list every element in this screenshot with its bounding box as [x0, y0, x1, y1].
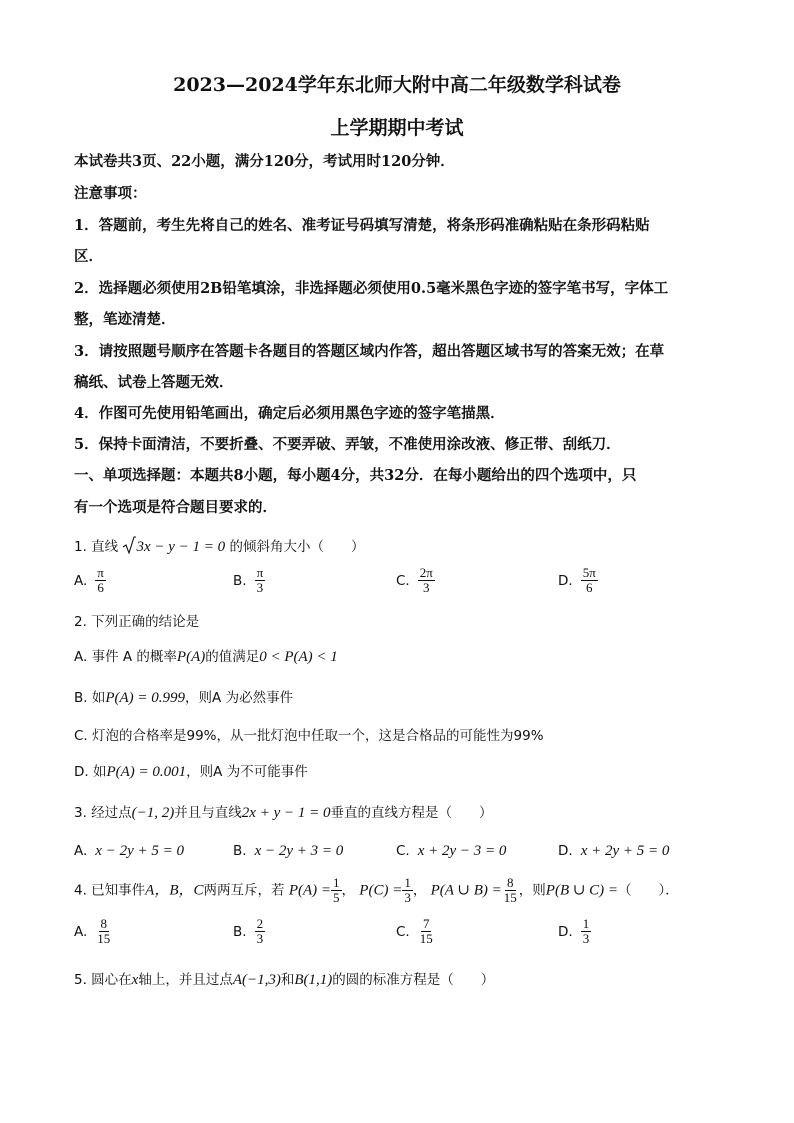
notice-line: 2．选择题必须使用2B铅笔填涂，非选择题必须使用0.5毫米黑色字迹的签字笔书写，字体工 — [74, 280, 669, 297]
notice-line: 区． — [74, 248, 103, 265]
q4-option-b[interactable]: B. $\frac{2}{3}$ — [233, 916, 264, 946]
q4-option-d[interactable]: D. $\frac{1}{3}$ — [558, 916, 590, 946]
fraction: $\frac{2}{3}$ — [256, 916, 264, 946]
question-5-stem: 5. 圆心在x轴上，并且过点A(−1,3)和B(1,1)的圆的标准方程是（ ） — [74, 972, 495, 988]
q3-option-c[interactable]: C. x + 2y − 3 = 0 — [396, 843, 507, 859]
q3-option-a[interactable]: A. x − 2y + 5 = 0 — [74, 843, 184, 859]
exam-subtitle: 上学期期中考试 — [330, 117, 464, 139]
q2-option-b[interactable]: B. 如P(A) = 0.999，则A 为必然事件 — [74, 690, 294, 706]
section-heading: 有一个选项是符合题目要求的． — [74, 499, 277, 516]
question-2-stem: 2. 下列正确的结论是 — [74, 614, 200, 630]
notice-line: 稿纸、试卷上答题无效． — [74, 374, 234, 391]
section-heading: 一、单项选择题：本题共8小题，每小题4分，共32分．在每小题给出的四个选项中，只 — [74, 467, 637, 484]
q2-option-a[interactable]: A. 事件 A 的概率P(A)的值满足0 < P(A) < 1 — [74, 649, 338, 665]
notice-line: 5．保持卡面清洁，不要折叠、不要弄破、弄皱，不准使用涂改液、修正带、刮纸刀． — [74, 436, 621, 453]
q3-option-b[interactable]: B. x − 2y + 3 = 0 — [233, 843, 344, 859]
q2-option-c[interactable]: C. 灯泡的合格率是99%，从一批灯泡中任取一个，这是合格品的可能性为99% — [74, 728, 544, 744]
q1-prefix: 1. 直线 — [74, 539, 119, 555]
q1-option-b[interactable]: B. $\frac{\pi}{3}$ — [233, 565, 264, 595]
fraction: $\frac{\pi}{6}$ — [97, 565, 104, 595]
question-1-stem — [74, 535, 364, 558]
fraction: $\frac{7}{15}$ — [419, 916, 433, 946]
q2-option-d[interactable]: D. 如P(A) = 0.001，则A 为不可能事件 — [74, 764, 308, 780]
question-4-stem: 4. 已知事件A，B，C两两互斥，若 P(A) = $\frac{1}{5}$ ， P(C) = $\frac{1}{3}$ ， P(A ∪ B) = $\frac{8}{15}$ ，则P(B ∪ C) =（ ）． — [74, 875, 679, 905]
q4-option-c[interactable]: C. $\frac{7}{15}$ — [396, 916, 433, 946]
notice-line: 1．答题前，考生先将自己的姓名、准考证号码填写清楚，将条形码准确粘贴在条形码粘贴 — [74, 217, 650, 234]
q1-option-a[interactable]: A. $\frac{\pi}{6}$ — [74, 565, 104, 595]
fraction: $\frac{1}{3}$ — [404, 875, 411, 905]
q1-suffix: 的倾斜角大小（ ） — [229, 539, 365, 555]
notice-line: 整，笔迹清楚． — [74, 311, 176, 328]
q3-option-d[interactable]: D. x + 2y + 5 = 0 — [558, 843, 670, 859]
sqrt-icon — [122, 536, 136, 558]
notice-line: 4．作图可先使用铅笔画出，确定后必须用黑色字迹的签字笔描黑． — [74, 405, 505, 422]
exam-title: 2023—2024学年东北师大附中高二年级数学科试卷 — [173, 74, 621, 96]
q1-option-d[interactable]: D. $\frac{5\pi}{6}$ — [558, 565, 596, 595]
fraction: $\frac{\pi}{3}$ — [256, 565, 264, 595]
fraction: $\frac{8}{15}$ — [503, 875, 517, 905]
q1-equation: 3x − y − 1 = 0 — [136, 539, 226, 555]
notice-heading: 注意事项： — [74, 185, 147, 202]
fraction: $\frac{2\pi}{3}$ — [419, 565, 433, 595]
fraction: $\frac{8}{15}$ — [97, 916, 111, 946]
notice-line: 3．请按照题号顺序在答题卡各题目的答题区域内作答，超出答题区域书写的答案无效；在草 — [74, 343, 665, 360]
fraction: $\frac{1}{3}$ — [582, 916, 590, 946]
q4-option-a[interactable]: A. $\frac{8}{15}$ — [74, 916, 111, 946]
question-3-stem: 3. 经过点(−1, 2)并且与直线2x + y − 1 = 0垂直的直线方程是（ ） — [74, 805, 493, 821]
exam-summary: 本试卷共3页、22小题，满分120分，考试用时120分钟． — [74, 153, 455, 170]
fraction: $\frac{5\pi}{6}$ — [582, 565, 596, 595]
fraction: $\frac{1}{5}$ — [333, 875, 340, 905]
q1-option-c[interactable]: C. $\frac{2\pi}{3}$ — [396, 565, 433, 595]
